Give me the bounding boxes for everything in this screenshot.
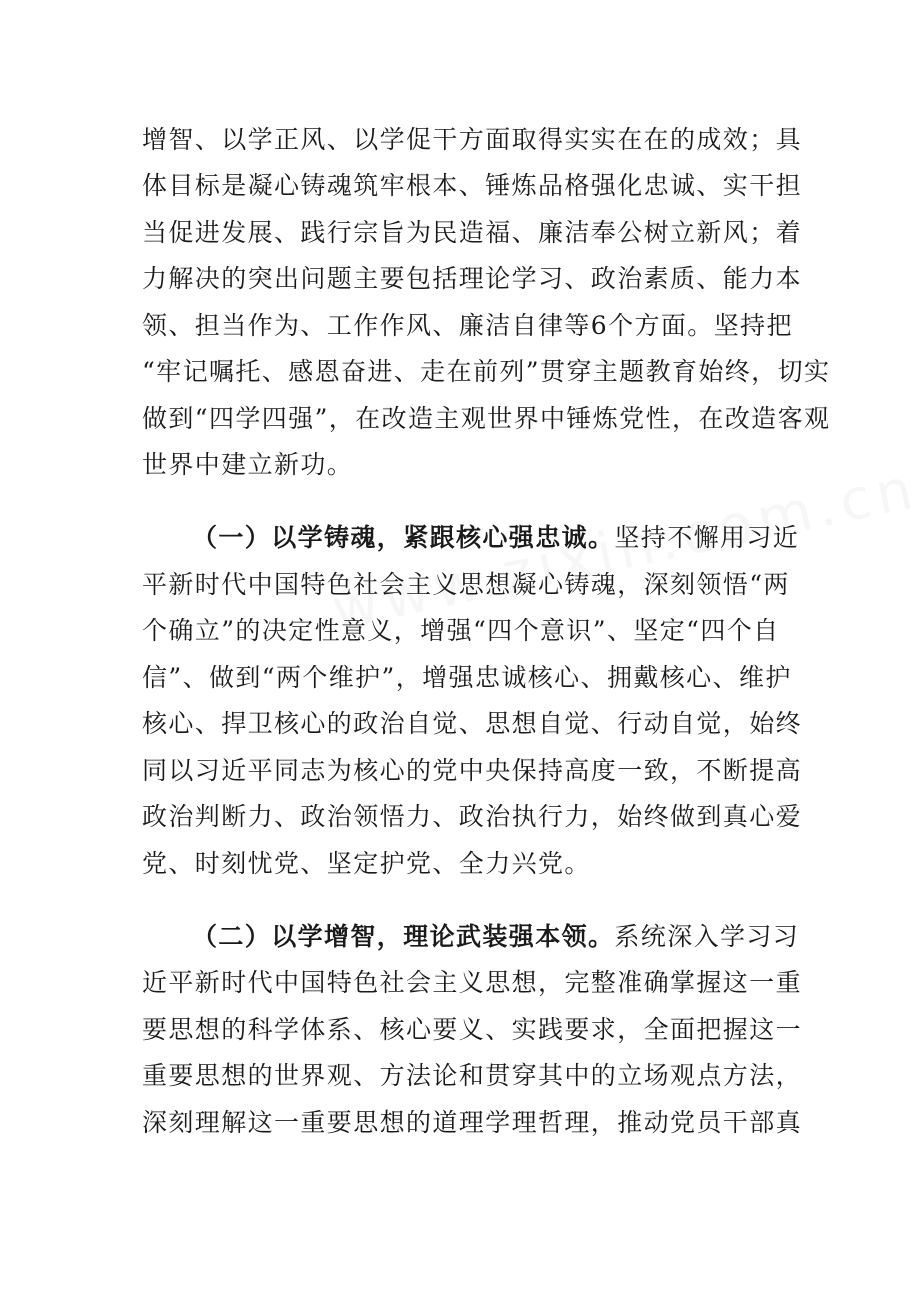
section-1-line-5: 核心、捍卫核心的政治自觉、思想自觉、行动自觉，始终 bbox=[142, 709, 803, 738]
section-2-first-line bbox=[192, 913, 832, 961]
section-2-line-4: 重要思想的世界观、方法论和贯穿其中的立场观点方法， bbox=[142, 1061, 803, 1090]
section-1-first-line bbox=[192, 514, 832, 562]
section-2-line-2: 近平新时代中国特色社会主义思想，完整准确掌握这一重 bbox=[142, 968, 803, 997]
paragraph-intro-line-5: 领、担当作为、工作作风、廉洁自律等6个方面。坚持把 bbox=[142, 311, 793, 340]
section-1-line-6: 同以习近平同志为核心的党中央保持高度一致，不断提高 bbox=[142, 756, 803, 785]
section-1-heading: （一）以学铸魂，紧跟核心强忠诚。 bbox=[192, 523, 615, 552]
paragraph-intro-line-4: 力解决的突出问题主要包括理论学习、政治素质、能力本 bbox=[142, 264, 803, 293]
section-1-line-4: 信”、做到“两个维护”，增强忠诚核心、拥戴核心、维护 bbox=[142, 663, 792, 692]
section-2-heading: （二）以学增智，理论武装强本领。 bbox=[192, 922, 615, 951]
paragraph-intro-line-3: 当促进发展、践行宗旨为民造福、廉洁奉公树立新风；着 bbox=[142, 218, 803, 247]
section-1-line-8: 党、时刻忧党、坚定护党、全力兴党。 bbox=[142, 849, 591, 878]
paragraph-intro-line-8: 世界中建立新功。 bbox=[142, 450, 354, 479]
paragraph-intro-line-1: 增智、以学正风、以学促干方面取得实实在在的成效；具 bbox=[142, 125, 803, 154]
section-1-line-2: 平新时代中国特色社会主义思想凝心铸魂，深刻领悟“两 bbox=[142, 570, 790, 599]
section-1-line-7: 政治判断力、政治领悟力、政治执行力，始终做到真心爱 bbox=[142, 802, 803, 831]
paragraph-intro-line-6: “牢记嘱托、感恩奋进、走在前列”贯穿主题教育始终，切实 bbox=[142, 357, 831, 386]
section-2-first-line-text: 系统深入学习习 bbox=[614, 922, 800, 951]
section-1-line-3: 个确立”的决定性意义，增强“四个意识”、坚定“四个自 bbox=[142, 616, 780, 645]
paragraph-intro-line-7: 做到“四学四强”，在改造主观世界中锤炼党性，在改造客观 bbox=[142, 404, 831, 433]
section-2-line-3: 要思想的科学体系、核心要义、实践要求，全面把握这一 bbox=[142, 1015, 803, 1044]
paragraph-intro-line-2: 体目标是凝心铸魂筑牢根本、锤炼品格强化忠诚、实干担 bbox=[142, 171, 803, 200]
section-2-line-5: 深刻理解这一重要思想的道理学理哲理，推动党员干部真 bbox=[142, 1108, 803, 1137]
section-1-first-line-text: 坚持不懈用习近 bbox=[614, 523, 800, 552]
